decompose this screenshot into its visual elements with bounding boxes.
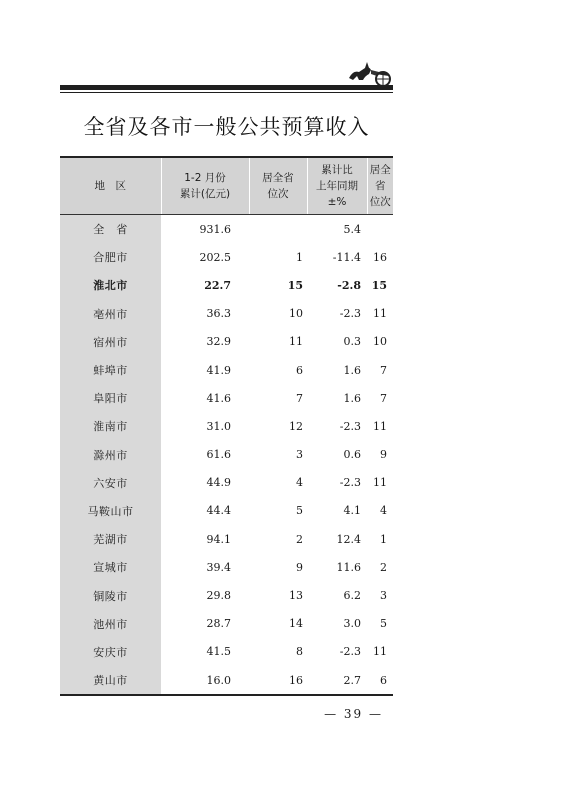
rank-yoy-cell (367, 215, 393, 244)
amount-cell: 41.5 (206, 645, 231, 659)
amount-cell: 44.4 (206, 504, 231, 518)
table-row (60, 525, 393, 553)
table-row (60, 666, 393, 695)
yoy-cell: -2.8 (337, 278, 361, 292)
rank-yoy-cell: 6 (367, 666, 393, 695)
amount-cell: 22.7 (204, 278, 231, 292)
region-cell: 蚌埠市 (60, 356, 161, 384)
yoy-cell: 4.1 (343, 504, 361, 518)
amount-cell: 44.9 (206, 476, 231, 490)
yoy-cell: -2.3 (339, 476, 361, 490)
region-cell: 淮北市 (60, 271, 161, 299)
table-row (60, 384, 393, 412)
rank-amount-cell: 4 (296, 476, 303, 490)
region-cell: 黄山市 (60, 666, 161, 695)
region-cell: 池州市 (60, 610, 161, 638)
table-row (60, 610, 393, 638)
table-row (60, 271, 393, 299)
amount-cell: 36.3 (206, 307, 231, 321)
rank-yoy-cell: 7 (380, 391, 387, 405)
yoy-cell: 0.3 (343, 335, 361, 349)
table-row (60, 581, 393, 609)
page-title: 全省及各市一般公共预算收入 (83, 115, 370, 139)
horse-chariot-icon (345, 60, 393, 88)
amount-cell: 28.7 (206, 617, 231, 631)
rank-amount-cell: 7 (296, 391, 303, 405)
yoy-cell: 3.0 (343, 617, 361, 631)
table-row (60, 243, 393, 271)
amount-cell: 39.4 (206, 560, 231, 574)
yoy-cell: 12.4 (336, 532, 361, 546)
region-cell: 淮南市 (60, 412, 161, 440)
region-cell: 芜湖市 (60, 525, 161, 553)
rank-yoy-cell: 11 (373, 476, 387, 490)
rank-amount-cell: 2 (296, 532, 303, 546)
rank-yoy-cell: 7 (380, 363, 387, 377)
rank-amount-cell: 8 (296, 645, 303, 659)
rank-amount-cell (249, 215, 307, 244)
amount-cell: 31.0 (206, 419, 231, 433)
table-row (60, 215, 393, 244)
region-cell: 铜陵市 (60, 581, 161, 609)
yoy-cell: 1.6 (343, 363, 361, 377)
header-rule-thick (60, 85, 393, 90)
rank-yoy-cell: 16 (373, 250, 387, 264)
budget-revenue-table (60, 156, 393, 696)
rank-amount-cell: 15 (287, 278, 303, 292)
rank-yoy-cell: 2 (380, 560, 387, 574)
header-rank-amount: 居全省 位次 (249, 157, 307, 215)
region-cell: 滁州市 (60, 441, 161, 469)
amount-cell: 61.6 (206, 448, 231, 462)
region-cell: 安庆市 (60, 638, 161, 666)
yoy-cell: -11.4 (332, 250, 361, 264)
region-cell: 六安市 (60, 469, 161, 497)
yoy-cell: 11.6 (336, 560, 361, 574)
table-row (60, 412, 393, 440)
region-cell: 合肥市 (60, 243, 161, 271)
region-cell: 亳州市 (60, 300, 161, 328)
amount-cell: 94.1 (206, 532, 231, 546)
table-row (60, 638, 393, 666)
page-number: — 39 — (324, 707, 383, 721)
amount-cell: 16.0 (161, 666, 249, 695)
yoy-cell: -2.3 (339, 645, 361, 659)
rank-amount-cell: 9 (296, 560, 303, 574)
rank-yoy-cell: 15 (371, 278, 387, 292)
yoy-cell: 0.6 (343, 448, 361, 462)
region-cell: 全 省 (60, 215, 161, 244)
rank-yoy-cell: 3 (380, 589, 387, 603)
rank-yoy-cell: 11 (373, 419, 387, 433)
table-row (60, 469, 393, 497)
rank-yoy-cell: 11 (373, 307, 387, 321)
region-cell: 阜阳市 (60, 384, 161, 412)
header-rule-thin (60, 92, 393, 93)
table-row (60, 497, 393, 525)
amount-cell: 202.5 (199, 250, 231, 264)
rank-yoy-cell: 5 (380, 617, 387, 631)
header-yoy: 累计比 上年同期 ±% (307, 157, 367, 215)
region-cell: 宿州市 (60, 328, 161, 356)
amount-cell: 32.9 (206, 335, 231, 349)
rank-yoy-cell: 10 (373, 335, 387, 349)
yoy-cell: 6.2 (343, 589, 361, 603)
region-cell: 宣城市 (60, 553, 161, 581)
amount-cell: 931.6 (199, 222, 231, 236)
rank-amount-cell: 13 (289, 589, 303, 603)
amount-cell: 41.6 (206, 391, 231, 405)
table-body (60, 215, 393, 696)
rank-amount-cell: 6 (296, 363, 303, 377)
table-row (60, 300, 393, 328)
rank-amount-cell: 10 (289, 307, 303, 321)
table-row (60, 553, 393, 581)
rank-amount-cell: 1 (296, 250, 303, 264)
yoy-cell: -2.3 (339, 419, 361, 433)
rank-amount-cell: 11 (289, 335, 303, 349)
rank-yoy-cell: 9 (380, 448, 387, 462)
rank-amount-cell: 14 (289, 617, 303, 631)
rank-amount-cell: 5 (296, 504, 303, 518)
rank-amount-cell: 3 (296, 448, 303, 462)
rank-yoy-cell: 1 (380, 532, 387, 546)
yoy-cell: 1.6 (343, 391, 361, 405)
table-row (60, 328, 393, 356)
rank-yoy-cell: 11 (373, 645, 387, 659)
table-header-row (60, 157, 393, 215)
amount-cell: 29.8 (206, 589, 231, 603)
region-cell: 马鞍山市 (60, 497, 161, 525)
header-region: 地 区 (60, 157, 161, 215)
header-amount: 1-2 月份 累计(亿元) (161, 157, 249, 215)
yoy-cell: 2.7 (307, 666, 367, 695)
yoy-cell: 5.4 (343, 222, 361, 236)
header-rank-yoy: 居全省 位次 (367, 157, 393, 215)
table-row (60, 441, 393, 469)
amount-cell: 41.9 (206, 363, 231, 377)
table-row (60, 356, 393, 384)
rank-amount-cell: 16 (249, 666, 307, 695)
rank-yoy-cell: 4 (380, 504, 387, 518)
rank-amount-cell: 12 (289, 419, 303, 433)
yoy-cell: -2.3 (339, 307, 361, 321)
